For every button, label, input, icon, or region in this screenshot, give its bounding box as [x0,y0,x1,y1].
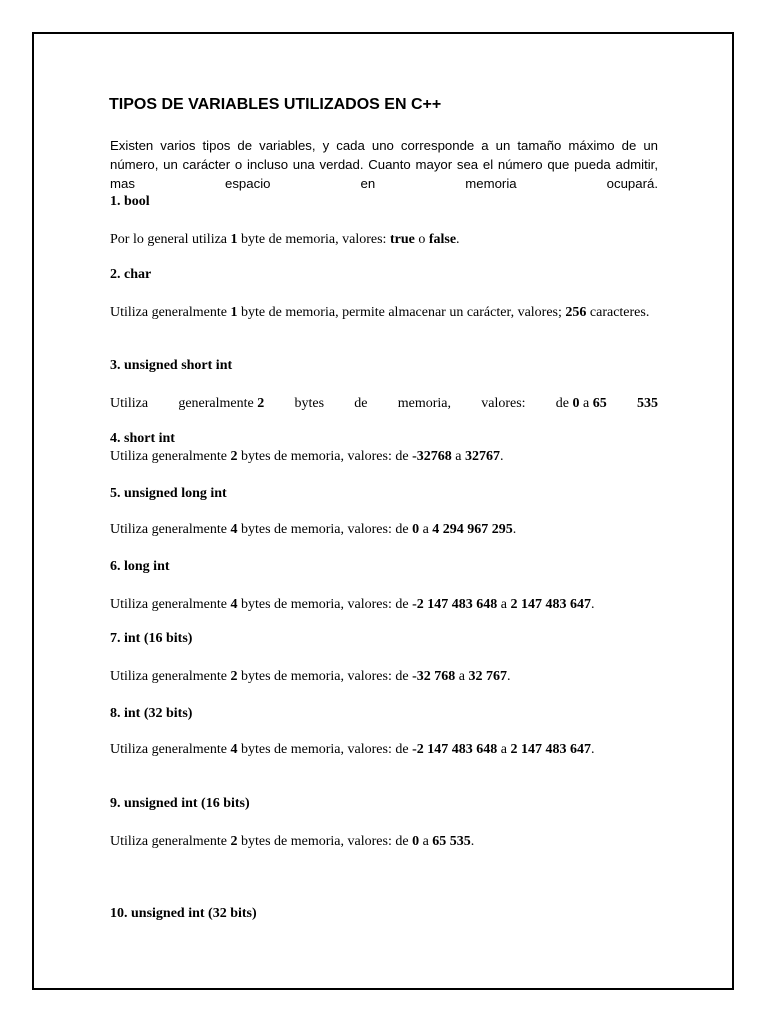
document-title: TIPOS DE VARIABLES UTILIZADOS EN C++ [109,96,442,113]
section-desc-unsigned-long-int: Utiliza generalmente 4 bytes de memoria, valores: de 0 a 4 294 967 295. [110,522,517,537]
section-desc-int-32: Utiliza generalmente 4 bytes de memoria, valores: de -2 147 483 648 a 2 147 483 647. [110,742,595,757]
section-heading-unsigned-int-16: 9. unsigned int (16 bits) [110,796,250,811]
section-desc-short-int: Utiliza generalmente 2 bytes de memoria, valores: de -32768 a 32767. [110,449,504,464]
section-heading-char: 2. char [110,267,152,282]
section-heading-unsigned-short-int: 3. unsigned short int [110,358,233,373]
section-heading-bool: 1. bool [110,194,150,209]
section-desc-bool: Por lo general utiliza 1 byte de memoria, valores: true o false. [110,232,460,247]
section-desc-char: Utiliza generalmente 1 byte de memoria, permite almacenar un carácter, valores; 256 caracteres. [110,305,650,320]
section-heading-short-int: 4. short int [110,431,175,446]
intro-paragraph: Existen varios tipos de variables, y cada uno corresponde a un tamaño máximo de un número, un carácter o incluso una verdad. Cuanto mayor sea el número que pueda admitir, mas espacio en memoria ocupará. [110,138,658,191]
section-desc-long-int: Utiliza generalmente 4 bytes de memoria, valores: de -2 147 483 648 a 2 147 483 647. [110,597,595,612]
section-desc-unsigned-short-int: Utiliza generalmente 2 bytes de memoria, valores: de 0 a 65 535 [110,396,658,411]
section-desc-int-16: Utiliza generalmente 2 bytes de memoria, valores: de -32 768 a 32 767. [110,669,511,684]
section-heading-int-16: 7. int (16 bits) [110,631,193,646]
section-heading-unsigned-int-32: 10. unsigned int (32 bits) [110,906,257,921]
section-desc-unsigned-int-16: Utiliza generalmente 2 bytes de memoria, valores: de 0 a 65 535. [110,834,475,849]
section-heading-int-32: 8. int (32 bits) [110,706,193,721]
section-heading-unsigned-long-int: 5. unsigned long int [110,486,227,501]
section-heading-long-int: 6. long int [110,559,170,574]
